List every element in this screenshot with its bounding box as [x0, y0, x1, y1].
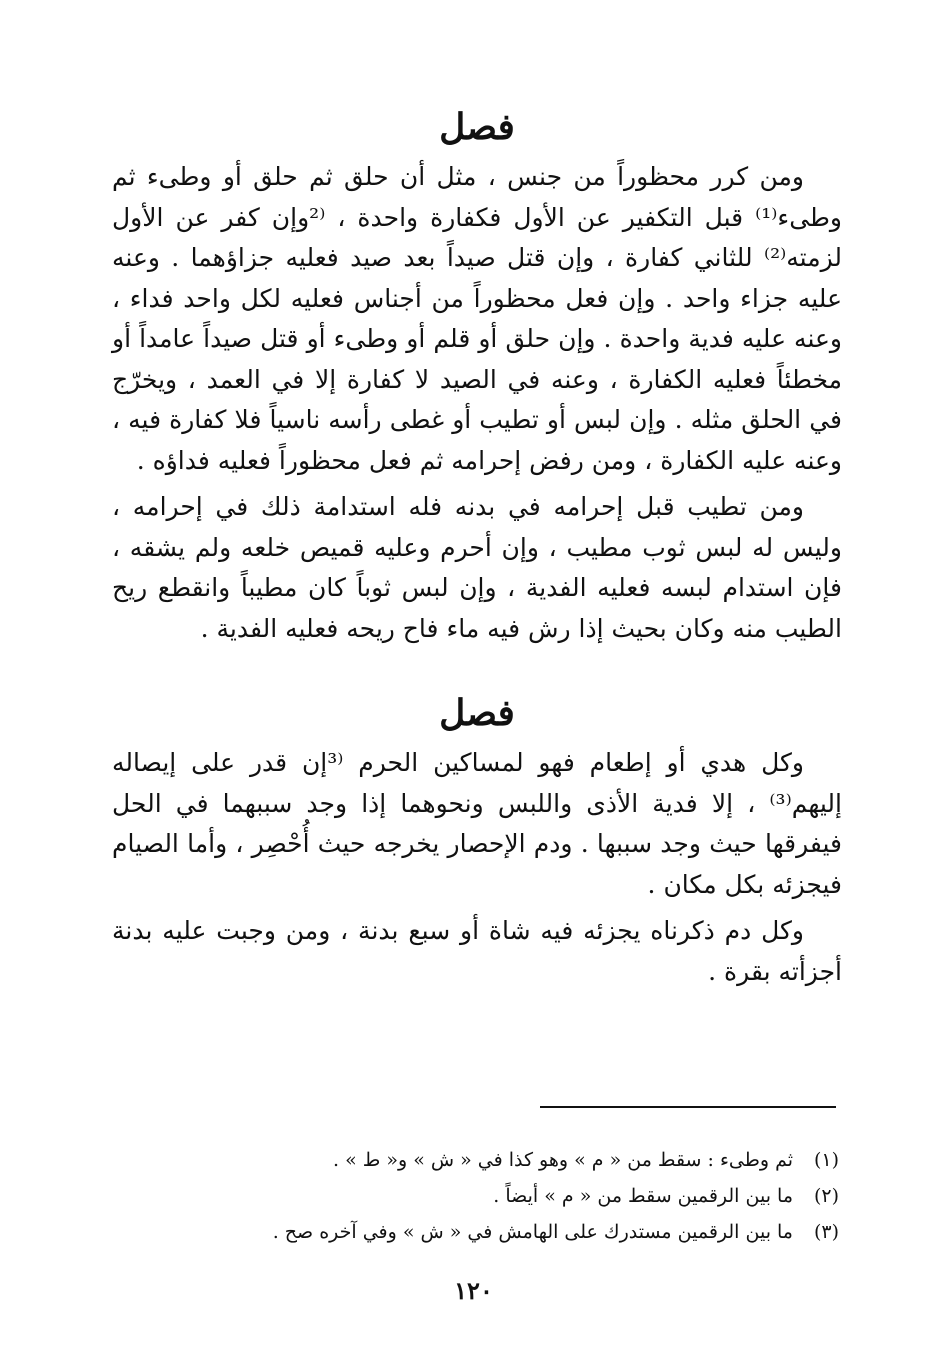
footnotes	[109, 1142, 839, 1250]
page-body	[112, 105, 842, 992]
section-heading: فصل	[439, 692, 515, 734]
paragraph: ومن كرر محظوراً من جنس ، مثل أن حلق ثم حلق أو وطىء ثم وطىء⁽¹⁾ قبل التكفير عن الأول فكفارة واحدة ، ⁽²وإن كفر عن الأول لزمته⁽²⁾ للثاني كفارة ، وإن قتل صيداً بعد صيد فعليه جزاؤهما . وعنه عليه جزاء واحد . وإن فعل محظوراً من أجناس فعليه لكل واحد فداء ، وعنه عليه فدية واحدة . وإن حلق أو قلم أو وطىء أو قتل صيداً عامداً أو مخطئاً فعليه الكفارة ، وعنه في الصيد لا كفارة إلا في العمد ، ويخرّج في الحلق مثله . وإن لبس أو تطيب أو غطى رأسه ناسياً فلا كفارة فيه ، وعنه عليه الكفارة ، ومن رفض إحرامه ثم فعل محظوراً فعليه فداؤه .	[112, 162, 842, 475]
footnote-text: ما بين الرقمين مستدرك على الهامش في « ش » وفي آخره صح .	[272, 1221, 793, 1243]
footnote-number: (١)	[813, 1149, 839, 1171]
footnote	[109, 1214, 839, 1250]
footnote-text: ثم وطىء : سقط من « م » وهو كذا في « ش » و« ط » .	[333, 1149, 793, 1171]
footnote-separator	[540, 1106, 836, 1108]
paragraph: ومن تطيب قبل إحرامه في بدنه فله استدامة ذلك في إحرامه ، وليس له لبس ثوب مطيب ، وإن أحرم وعليه قميص خلعه ولم يشقه ، فإن استدام لبسه فعليه الفدية ، وإن لبس ثوباً كان مطيباً وانقطع ريح الطيب منه وكان بحيث إذا رش فيه ماء فاح ريحه فعليه الفدية .	[112, 492, 842, 643]
paragraph: وكل هدي أو إطعام فهو لمساكين الحرم ⁽³إن قدر على إيصاله إليهم⁽³⁾ ، إلا فدية الأذى واللبس ونحوهما إذا وجد سببهما في الحل فيفرقها حيث وجد سببها . ودم الإحصار يخرجه حيث أُحْصِر ، وأما الصيام فيجزئه بكل مكان .	[112, 748, 842, 899]
section-heading: فصل	[439, 106, 515, 148]
paragraph: وكل دم ذكرناه يجزئه فيه شاة أو سبع بدنة ، ومن وجبت عليه بدنة أجزأته بقرة .	[112, 916, 842, 986]
footnote	[109, 1178, 839, 1214]
footnote-text: ما بين الرقمين سقط من « م » أيضاً .	[493, 1185, 793, 1207]
section-two	[112, 691, 842, 992]
footnote-number: (٢)	[813, 1185, 839, 1207]
footnote-number: (٣)	[813, 1221, 839, 1243]
section-one	[112, 105, 842, 649]
footnote	[109, 1142, 839, 1178]
page-number: ١٢٠	[454, 1276, 493, 1305]
